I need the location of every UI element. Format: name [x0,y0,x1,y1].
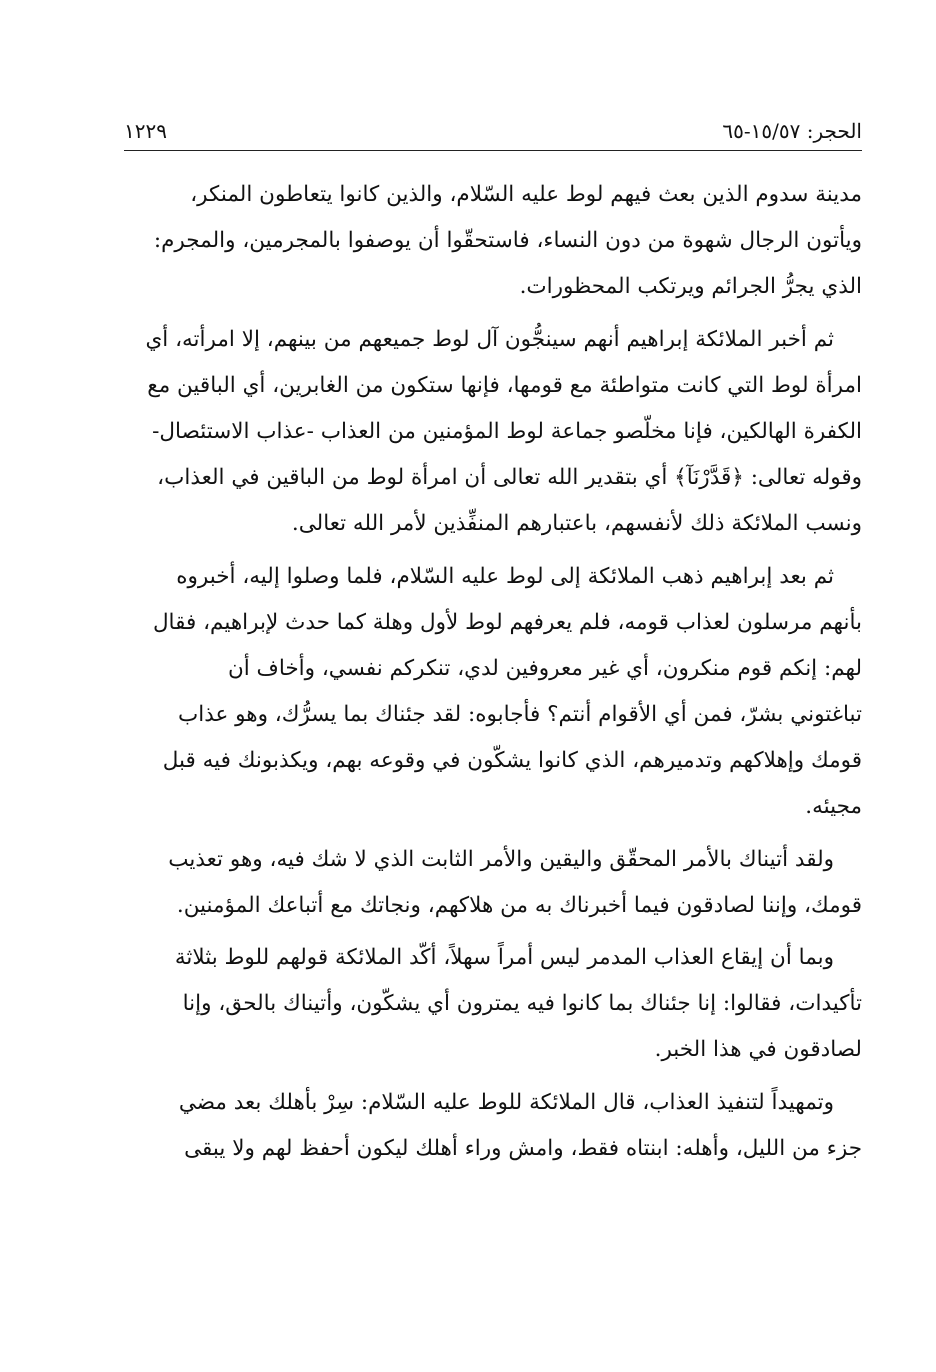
paragraph-1 [124,172,862,311]
page-number: ١٢٢٩ [124,119,167,143]
text-line: جزء من الليل، وأهله: ابنتاه فقط، وامش وراء أهلك ليكون أحفظ لهم ولا يبقى [184,1135,862,1161]
text-line: الكفرة الهالكين، فإنا مخلّصو جماعة لوط المؤمنين من العذاب -عذاب الاستئصال- [152,418,862,444]
text-line: ويأتون الرجال شهوة من دون النساء، فاستحقّوا أن يوصفوا بالمجرمين، والمجرم: [153,228,862,254]
paragraph-3 [124,554,862,831]
text-line: وقوله تعالى: ﴿قَدَّرْنَآ﴾ أي بتقدير الله تعالى أن امرأة لوط من الباقين في العذاب، [157,465,862,491]
paragraph-5 [124,935,862,1074]
body-text [124,172,862,1172]
text-line: قومك، وإننا لصادقون فيما أخبرناك به من هلاكهم، ونجاتك مع أتباعك المؤمنين. [176,892,862,918]
header-title: الحجر: ١٥/٥٧-٦٥ [722,119,862,143]
text-line: تأكيدات، فقالوا: إنا جئناك بما كانوا فيه يمترون أي يشكّون، وأتيناك بالحق، وإنا [182,991,862,1017]
text-line: الذي يجرُّ الجرائم ويرتكب المحظورات. [519,274,862,300]
text-line: تباغتوني بشرّ، فمن أي الأقوام أنتم؟ فأجابوه: لقد جئناك بما يسرُّك، وهو عذاب [177,702,862,728]
text-line: ثم أخبر الملائكة إبراهيم أنهم سينجُّون آل لوط جميعهم من بينهم، إلا امرأته، أي [145,326,834,352]
page-header [124,116,862,150]
text-line: امرأة لوط التي كانت متواطئة مع قومها، فإنها ستكون من الغابرين، أي الباقين مع [147,372,862,398]
paragraph-2 [124,317,862,548]
text-line: قومك وإهلاكهم وتدميرهم، الذي كانوا يشكّون في وقوعه بهم، ويكذبونك فيه قبل [162,748,862,774]
text-line: لهم: إنكم قوم منكرون، أي غير معروفين لدي، تنكركم نفسي، وأخاف أن [227,655,862,681]
text-line: ثم بعد إبراهيم ذهب الملائكة إلى لوط عليه السّلام، فلما وصلوا إليه، أخبروه [176,563,834,589]
text-line: ونسب الملائكة ذلك لأنفسهم، باعتبارهم المنفِّذين لأمر الله تعالى. [291,511,862,537]
text-line: بأنهم مرسلون لعذاب قومه، فلم يعرفهم لوط لأول وهلة كما حدث لإبراهيم، فقال [152,609,862,635]
text-line: وبما أن إيقاع العذاب المدمر ليس أمراً سهلاً، أكّد الملائكة قولهم للوط بثلاثة [174,945,834,970]
paragraph-6 [124,1080,862,1172]
header-rule [124,150,862,151]
text-line: لصادقون في هذا الخبر. [654,1037,862,1063]
paragraph-4 [124,837,862,929]
text-line: مجيئه. [805,794,862,820]
text-line: وتمهيداً لتنفيذ العذاب، قال الملائكة للوط عليه السّلام: سِرْ بأهلك بعد مضي [178,1089,834,1115]
text-line: مدينة سدوم الذين بعث فيهم لوط عليه السّلام، والذين كانوا يتعاطون المنكر، [190,182,862,207]
text-line: ولقد أتيناك بالأمر المحقّق واليقين والأمر الثابت الذي لا شك فيه، وهو تعذيب [168,846,834,872]
